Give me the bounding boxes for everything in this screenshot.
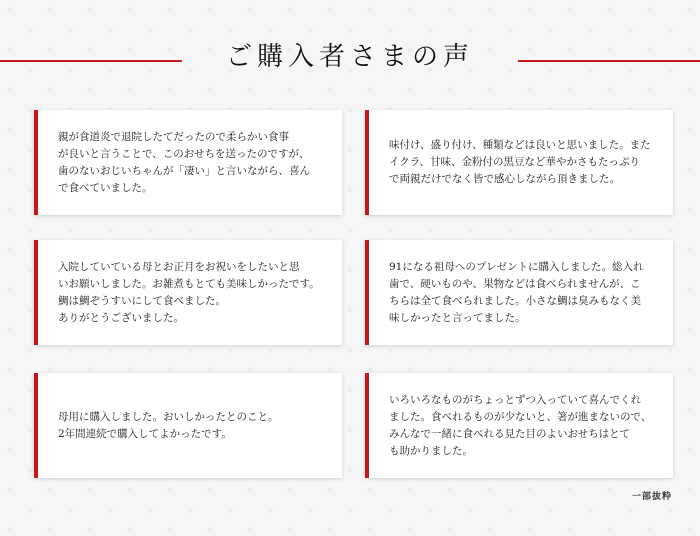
testimonial-card xyxy=(365,240,673,345)
testimonial-card xyxy=(365,373,673,478)
testimonial-card xyxy=(34,240,342,345)
page-title: ご購入者さまの声 xyxy=(225,42,474,72)
testimonial-card xyxy=(34,373,342,478)
testimonial-text: 親が食道炎で退院したてだったので柔らかい食事 が良いと言うことで、このおせちを送ったのですが、 歯のないおじいちゃんが「凄い」と言いながら、喜ん で食べていました。 xyxy=(58,130,310,194)
testimonial-text: いろいろなものがちょっとずつ入っていて喜んでくれ ました。食べれるものが少ないと、箸が進まないので、 みんなで一緒に食べれる見た目のよいおせちはとて も助かりました。 xyxy=(389,393,652,457)
testimonial-card xyxy=(365,110,673,215)
excerpt-note: 一部抜粋 xyxy=(631,492,672,502)
testimonial-text: 91になる祖母へのプレゼントに購入しました。総入れ 歯で、硬いものや、果物などは食べられませんが、こ ちらは全て食べられました。小さな鯛は臭みもなく美 味しかったと言ってました。 xyxy=(389,260,644,324)
heading-rule-right xyxy=(518,60,700,62)
heading-rule-left xyxy=(0,60,182,62)
testimonial-text: 味付け、盛り付け、種類などは良いと思いました。また イクラ、甘味、金粉付の黒豆など華やかさもたっぷり で両親だけでなく皆で感心しながら頂きました。 xyxy=(389,139,651,185)
testimonial-text: 母用に購入しました。おいしかったとのこと。 2年間連続で購入してよかったです。 xyxy=(58,410,279,440)
testimonial-text: 入院していている母とお正月をお祝いをしたいと思 いお願いしました。お雑煮もとても美味しかったです。 鯛は鯛ぞうすいにして食べました。 ありがとうございました。 xyxy=(58,260,320,324)
testimonial-card xyxy=(34,110,342,215)
heading-row xyxy=(0,32,700,82)
